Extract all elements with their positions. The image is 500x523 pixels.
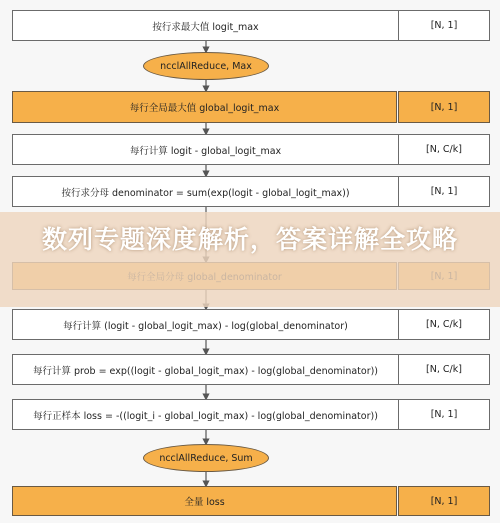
step-global-max: 每行全局最大值 global_logit_max (12, 91, 397, 123)
step-log-softmax: 每行计算 (logit - global_logit_max) - log(global_denominator) (12, 309, 399, 340)
step-denominator: 按行求分母 denominator = sum(exp(logit - global_logit_max)) (12, 176, 399, 207)
step-total-loss: 全量 loss (12, 486, 397, 516)
step-prob: 每行计算 prob = exp((logit - global_logit_max) - log(global_denominator)) (12, 354, 399, 385)
step-positive-loss: 每行正样本 loss = -((logit_i - global_logit_max) - log(global_denominator)) (12, 399, 399, 430)
step-dim: [N, C/k] (398, 134, 490, 165)
step-row-max (12, 10, 399, 41)
banner-title: 数列专题深度解析，答案详解全攻略 (41, 225, 458, 254)
step-dim: [N, 1] (398, 10, 490, 41)
step-dim: [N, 1] (398, 486, 490, 516)
step-dim: [N, C/k] (398, 309, 490, 340)
allreduce-max-node: ncclAllReduce, Max (143, 52, 269, 80)
step-dim: [N, 1] (398, 399, 490, 430)
step-dim: [N, C/k] (398, 354, 490, 385)
step-dim: [N, 1] (398, 91, 490, 123)
step-subtract-max: 每行计算 logit - global_logit_max (12, 134, 399, 165)
allreduce-sum-node: ncclAllReduce, Sum (143, 444, 269, 472)
step-dim: [N, 1] (398, 176, 490, 207)
step-label: 按行求最大值 logit_max (152, 21, 259, 33)
